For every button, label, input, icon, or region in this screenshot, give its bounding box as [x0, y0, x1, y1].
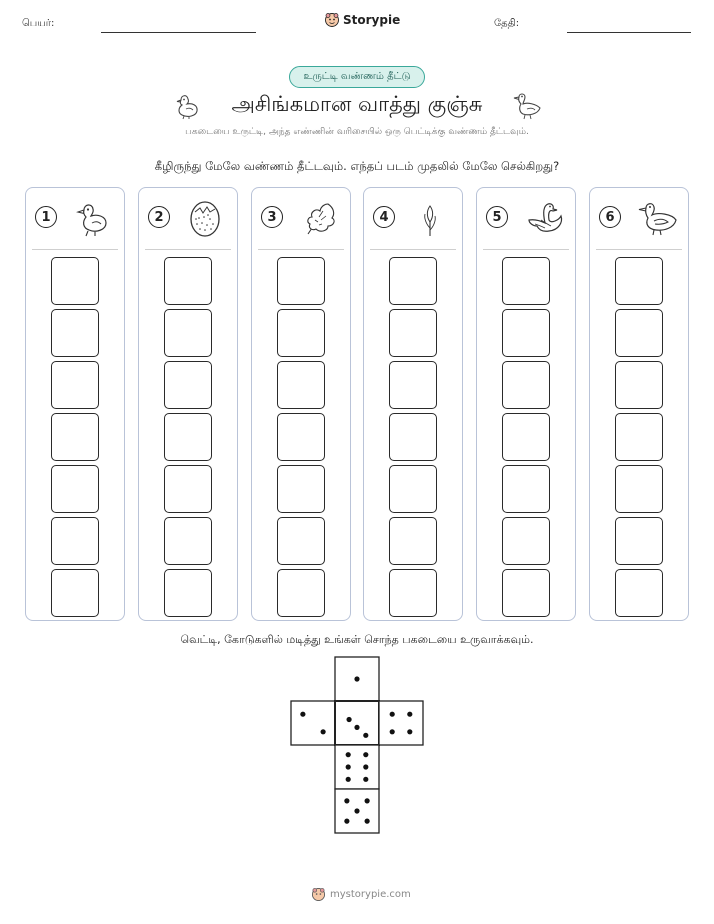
dice-pip: [354, 808, 359, 813]
color-box[interactable]: [164, 569, 212, 617]
color-box[interactable]: [502, 569, 550, 617]
leaf-icon: [290, 198, 346, 238]
dice-pip: [390, 729, 395, 734]
page-title: அசிங்கமான வாத்து குஞ்சு: [231, 92, 483, 116]
column-header: [477, 198, 575, 242]
color-box[interactable]: [277, 569, 325, 617]
color-box[interactable]: [389, 413, 437, 461]
column-header: [252, 198, 350, 242]
column-number: 5: [486, 206, 508, 228]
dice-pip: [346, 752, 351, 757]
footer-url: mystorypie.com: [330, 889, 411, 900]
dice-pip: [300, 712, 305, 717]
column-header: [590, 198, 688, 242]
column-4: [363, 187, 463, 621]
color-box[interactable]: [277, 361, 325, 409]
title-duckling-right-icon: [512, 91, 544, 121]
dice-pip: [354, 725, 359, 730]
color-box[interactable]: [277, 465, 325, 513]
color-box[interactable]: [51, 309, 99, 357]
dice-face-4: [379, 701, 423, 745]
brand-logo: [324, 12, 400, 28]
color-box[interactable]: [164, 309, 212, 357]
footer: [311, 887, 411, 902]
color-box[interactable]: [389, 517, 437, 565]
name-label: பெயர்:: [22, 18, 55, 29]
color-box[interactable]: [389, 465, 437, 513]
color-box[interactable]: [502, 309, 550, 357]
dice-face-3: [335, 701, 379, 745]
column-number: 3: [261, 206, 283, 228]
color-box[interactable]: [51, 361, 99, 409]
column-header: [364, 198, 462, 242]
date-label: தேதி:: [494, 18, 520, 29]
question-text: கீழிருந்து மேலே வண்ணம் தீட்டவும். எந்தப் படம் முதலில் மேலே செல்கிறது?: [154, 159, 560, 173]
color-box[interactable]: [51, 465, 99, 513]
column-divider: [145, 249, 231, 250]
color-box[interactable]: [502, 361, 550, 409]
dice-pip: [346, 777, 351, 782]
color-box[interactable]: [389, 309, 437, 357]
dice-pip: [363, 764, 368, 769]
dice-pip: [346, 717, 351, 722]
dice-face-5: [335, 789, 379, 833]
color-box[interactable]: [277, 309, 325, 357]
column-3: [251, 187, 351, 621]
column-divider: [32, 249, 118, 250]
column-number: 2: [148, 206, 170, 228]
column-header: [139, 198, 237, 242]
dice-pip: [363, 752, 368, 757]
color-box[interactable]: [51, 569, 99, 617]
color-box[interactable]: [615, 465, 663, 513]
color-box[interactable]: [51, 257, 99, 305]
color-box[interactable]: [277, 413, 325, 461]
egg-icon: [177, 198, 233, 238]
dice-pip: [321, 729, 326, 734]
column-header: [26, 198, 124, 242]
dice-face-6: [335, 745, 379, 789]
dice-pip: [363, 777, 368, 782]
column-divider: [596, 249, 682, 250]
dice-pip: [390, 712, 395, 717]
activity-pill: உருட்டி வண்ணம் தீட்டு: [289, 66, 425, 88]
column-divider: [370, 249, 456, 250]
dice-pip: [344, 819, 349, 824]
color-box[interactable]: [277, 517, 325, 565]
swan-icon: [515, 198, 571, 238]
color-box[interactable]: [164, 413, 212, 461]
color-box[interactable]: [164, 361, 212, 409]
reed-icon: [402, 198, 458, 238]
duck-icon: [628, 198, 684, 238]
color-box[interactable]: [615, 413, 663, 461]
column-divider: [258, 249, 344, 250]
color-box[interactable]: [502, 517, 550, 565]
page-subtitle: பகடையை உருட்டி, அந்த எண்ணின் வரிசையில் ஒரு பெட்டிக்கு வண்ணம் தீட்டவும்.: [185, 127, 529, 137]
dice-instruction: வெட்டி, கோடுகளில் மடித்து உங்கள் சொந்த பகடையை உருவாக்கவும்.: [180, 633, 534, 646]
dice-pip: [346, 764, 351, 769]
color-box[interactable]: [389, 569, 437, 617]
dice-pip: [354, 676, 359, 681]
color-box[interactable]: [389, 257, 437, 305]
footer-logo-icon: [311, 887, 326, 902]
color-box[interactable]: [389, 361, 437, 409]
color-box[interactable]: [615, 569, 663, 617]
dice-pip: [407, 712, 412, 717]
column-number: 1: [35, 206, 57, 228]
dice-pip: [363, 733, 368, 738]
dice-face-1: [335, 657, 379, 701]
name-line: [101, 32, 256, 33]
column-2: [138, 187, 238, 621]
column-5: [476, 187, 576, 621]
date-line: [567, 32, 691, 33]
column-6: [589, 187, 689, 621]
column-1: [25, 187, 125, 621]
dice-face-2: [291, 701, 335, 745]
dice-pip: [365, 819, 370, 824]
color-box[interactable]: [164, 257, 212, 305]
column-number: 4: [373, 206, 395, 228]
color-box[interactable]: [615, 517, 663, 565]
color-box[interactable]: [51, 413, 99, 461]
color-box[interactable]: [502, 257, 550, 305]
brand-name: Storypie: [343, 13, 401, 27]
color-box[interactable]: [615, 309, 663, 357]
column-divider: [483, 249, 569, 250]
storypie-logo-icon: [324, 12, 340, 28]
dice-pip: [344, 798, 349, 803]
color-box[interactable]: [502, 413, 550, 461]
color-box[interactable]: [277, 257, 325, 305]
dice-pip: [365, 798, 370, 803]
color-box[interactable]: [615, 257, 663, 305]
color-box[interactable]: [615, 361, 663, 409]
color-box[interactable]: [502, 465, 550, 513]
color-box[interactable]: [164, 517, 212, 565]
column-number: 6: [599, 206, 621, 228]
color-box[interactable]: [164, 465, 212, 513]
color-box[interactable]: [51, 517, 99, 565]
duckling-icon: [64, 198, 120, 238]
dice-pip: [407, 729, 412, 734]
